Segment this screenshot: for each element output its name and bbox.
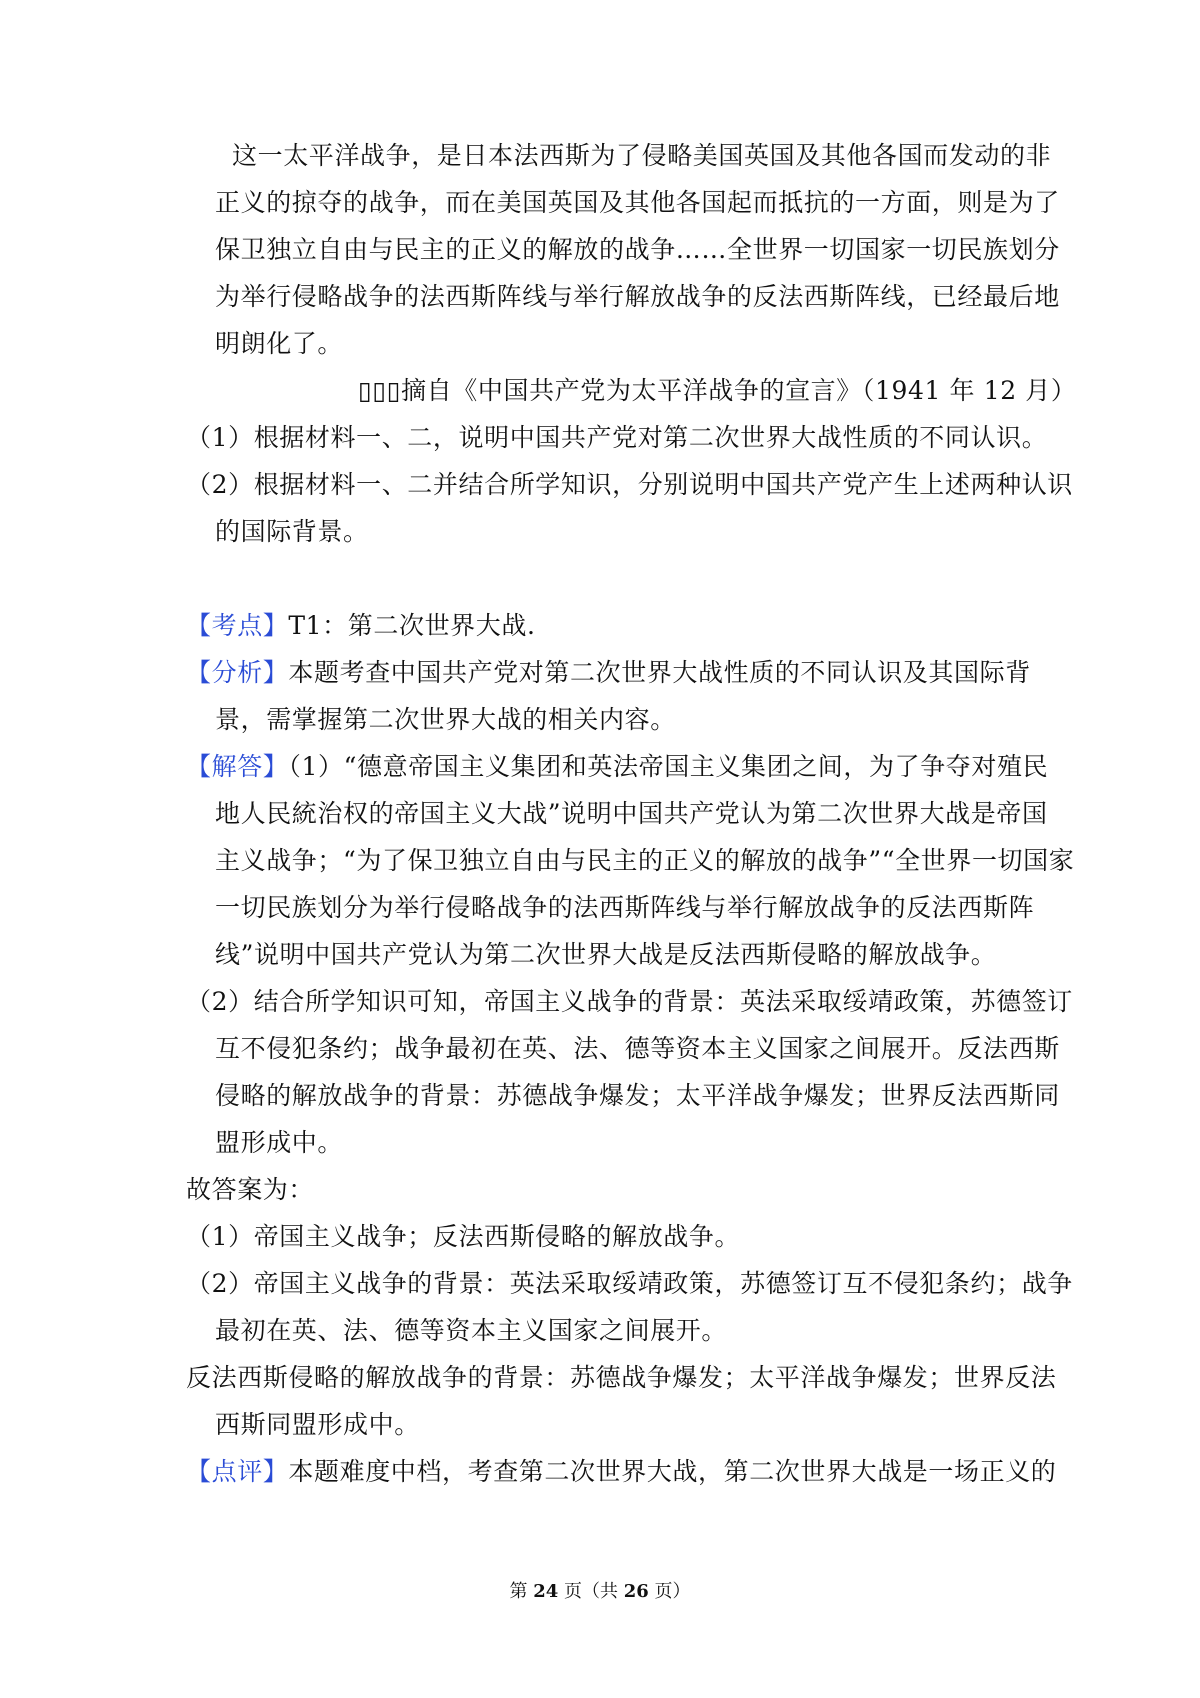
jieda-line: 一切民族划分为举行侵略战争的法西斯阵线与举行解放战争的反法西斯阵 bbox=[215, 893, 1035, 922]
jieda-line: 地人民統治权的帝国主义大战”说明中国共产党认为第二次世界大战是帝国 bbox=[215, 799, 1048, 828]
jieda-line: 互不侵犯条约；战争最初在英、法、德等资本主义国家之间展开。反法西斯 bbox=[215, 1034, 1060, 1063]
jieda-section bbox=[186, 751, 1048, 783]
page-number: 24 bbox=[533, 1581, 559, 1602]
dianping-section bbox=[186, 1456, 1056, 1488]
jieda-line: 侵略的解放战争的背景：苏德战争爆发；太平洋战争爆发；世界反法西斯同 bbox=[215, 1081, 1060, 1110]
material-line: 保卫独立自由与民主的正义的解放的战争……全世界一切国家一切民族划分 bbox=[215, 235, 1060, 264]
material-line: 正义的掠夺的战争，而在美国英国及其他各国起而抵抗的一方面，则是为了 bbox=[215, 188, 1060, 217]
page-footer bbox=[0, 1580, 1200, 1604]
jieda-text: （1）“德意帝国主义集团和英法帝国主义集团之间，为了争夺对殖民 bbox=[288, 752, 1049, 781]
fenxi-text: 本题考查中国共产党对第二次世界大战性质的不同认识及其国际背 bbox=[288, 658, 1031, 687]
jieda-line: 主义战争；“为了保卫独立自由与民主的正义的解放的战争”“全世界一切国家 bbox=[215, 846, 1075, 875]
answer-2: （2）帝国主义战争的背景：英法采取绥靖政策，苏德签订互不侵犯条约；战争 bbox=[186, 1269, 1073, 1298]
material-source: ▯▯▯摘自《中国共产党为太平洋战争的宣言》（1941 年 12 月） bbox=[358, 376, 1077, 405]
footer-prefix: 第 bbox=[509, 1581, 534, 1602]
jieda-part2: （2）结合所学知识可知，帝国主义战争的背景：英法采取绥靖政策，苏德签订 bbox=[186, 987, 1073, 1016]
question-2: （2）根据材料一、二并结合所学知识，分别说明中国共产党产生上述两种认识 bbox=[186, 470, 1073, 499]
answer-intro: 故答案为： bbox=[186, 1175, 315, 1204]
jieda-line: 线”说明中国共产党认为第二次世界大战是反法西斯侵略的解放战争。 bbox=[215, 940, 997, 969]
answer-3: 反法西斯侵略的解放战争的背景：苏德战争爆发；太平洋战争爆发；世界反法 bbox=[186, 1363, 1057, 1392]
material-line: 为举行侵略战争的法西斯阵线与举行解放战争的反法西斯阵线，已经最后地 bbox=[215, 282, 1060, 311]
page-total: 26 bbox=[623, 1581, 649, 1602]
material-line: 这一太平洋战争，是日本法西斯为了侵略美国英国及其他各国而发动的非 bbox=[232, 141, 1052, 170]
kaodian-text: T1：第二次世界大战. bbox=[288, 611, 536, 640]
fenxi-cont: 景，需掌握第二次世界大战的相关内容。 bbox=[215, 705, 676, 734]
question-1: （1）根据材料一、二，说明中国共产党对第二次世界大战性质的不同认识。 bbox=[186, 423, 1048, 452]
dianping-text: 本题难度中档，考查第二次世界大战，第二次世界大战是一场正义的 bbox=[288, 1457, 1057, 1486]
material-line: 明朗化了。 bbox=[215, 329, 344, 358]
kaodian-section bbox=[186, 610, 536, 642]
jieda-line: 盟形成中。 bbox=[215, 1128, 344, 1157]
kaodian-tag: 【考点】 bbox=[186, 611, 289, 640]
answer-3-cont: 西斯同盟形成中。 bbox=[215, 1410, 420, 1439]
answer-2-cont: 最初在英、法、德等资本主义国家之间展开。 bbox=[215, 1316, 728, 1345]
fenxi-section bbox=[186, 657, 1031, 689]
fenxi-tag: 【分析】 bbox=[186, 658, 289, 687]
footer-middle: 页（共 bbox=[558, 1581, 624, 1602]
jieda-tag: 【解答】 bbox=[186, 752, 289, 781]
question-2-cont: 的国际背景。 bbox=[215, 517, 369, 546]
answer-1: （1）帝国主义战争；反法西斯侵略的解放战争。 bbox=[186, 1222, 741, 1251]
footer-suffix: 页） bbox=[648, 1581, 691, 1602]
dianping-tag: 【点评】 bbox=[186, 1457, 289, 1486]
